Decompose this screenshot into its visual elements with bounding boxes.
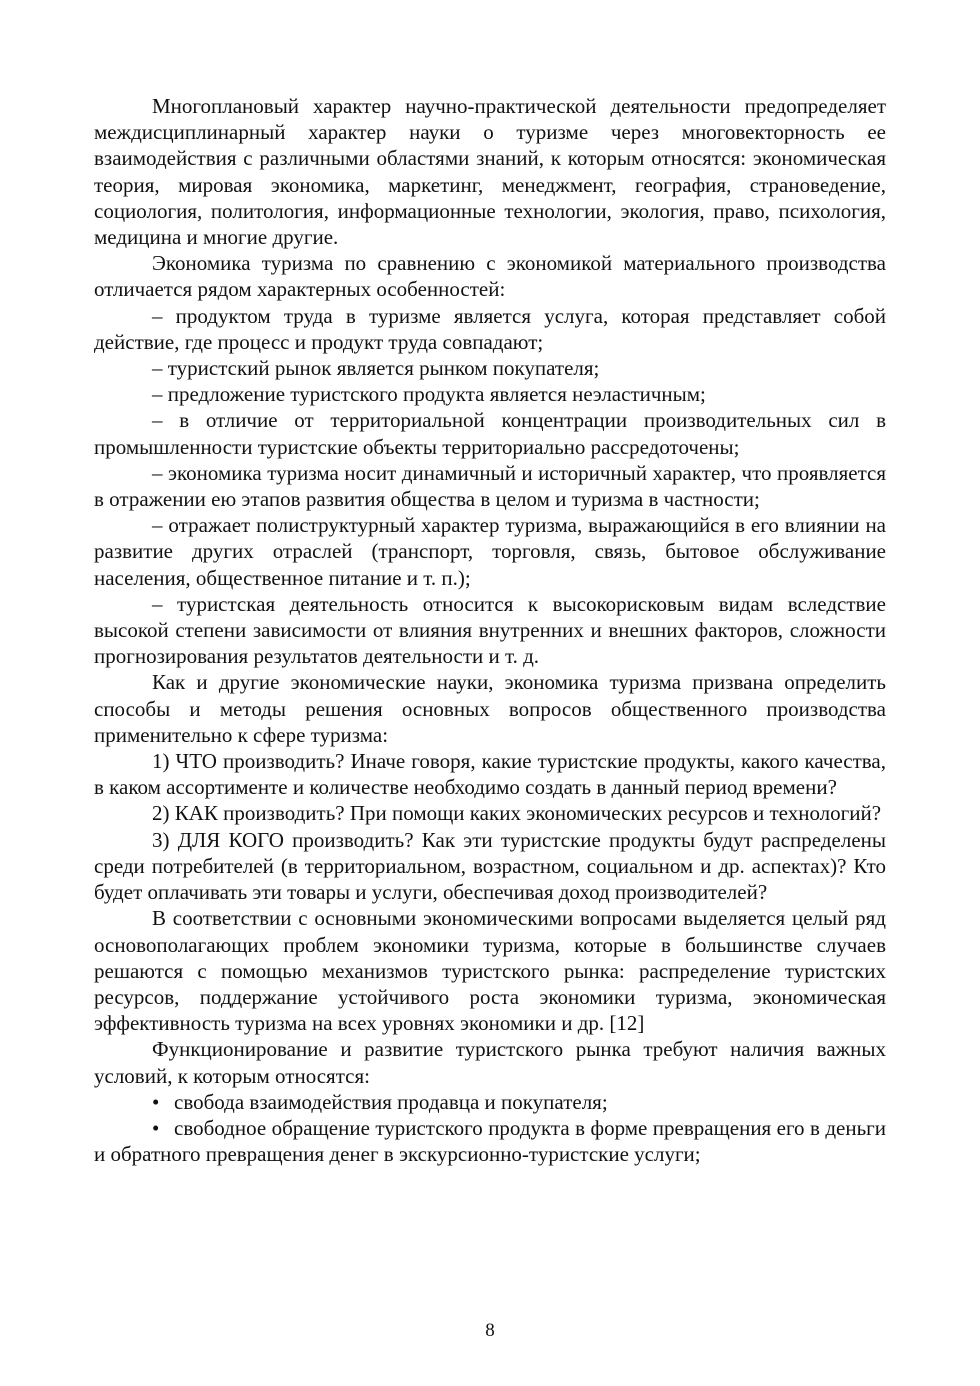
bullet-item xyxy=(94,1115,886,1167)
bullet-icon: • xyxy=(152,1115,160,1140)
paragraph: Функционирование и развитие туристского рынка требуют наличия важных условий, к которым относятся: xyxy=(94,1037,886,1088)
paragraph: Экономика туризма по сравнению с экономикой материального производства отличается рядом характерных особенностей: xyxy=(94,251,886,302)
bullet-item xyxy=(94,1089,886,1115)
numbered-item: 3) ДЛЯ КОГО производить? Как эти туристские продукты будут распределены среди потребителей (в территориальном, возрастном, социальном и др. аспектах)? Кто будет оплачивать эти товары и услуги, обеспечивая доход производителей? xyxy=(94,827,886,905)
list-item: – продуктом труда в туризме является услуга, которая представляет собой действие, где процесс и продукт труда совпадают; xyxy=(94,303,886,354)
numbered-item: 2) КАК производить? При помощи каких экономических ресурсов и технологий? xyxy=(152,801,882,826)
page-number: 8 xyxy=(485,1320,495,1341)
list-item: – в отличие от территориальной концентрации производительных сил в промышленности туристские объекты территориально рассредоточены; xyxy=(94,408,886,459)
body-text xyxy=(94,93,886,1167)
paragraph: В соответствии с основными экономическими вопросами выделяется целый ряд основополагающих проблем экономики туризма, которые в большинстве случаев решаются с помощью механизмов туристского рынка: распределение туристских ресурсов, поддержание устойчивого роста экономики туризма, экономическая эффективность туризма на всех уровнях экономики и др. [12] xyxy=(94,906,886,1036)
paragraph: Как и другие экономические науки, экономика туризма призвана определить способы и методы решения основных вопросов общественного производства применительно к сфере туризма: xyxy=(94,670,886,747)
list-item: – туристская деятельность относится к высокорисковым видам вследствие высокой степени зависимости от влияния внутренних и внешних факторов, сложности прогнозирования результатов деятельности и т. д. xyxy=(94,591,886,669)
bullet-icon: • xyxy=(152,1089,160,1114)
paragraph: Многоплановый характер научно-практической деятельности предопределяет междисциплинарный характер науки о туризме через многовекторность ее взаимодействия с различными областями знаний, к которым относятся: экономическая теория, мировая экономика, маркетинг, менеджмент, география, страноведение, социология, политология, информационные технологии, экология, право, психология, медицина и многие другие. xyxy=(94,94,886,250)
list-item: – экономика туризма носит динамичный и историчный характер, что проявляется в отражении ею этапов развития общества в целом и туризма в частности; xyxy=(94,460,886,512)
list-item: – туристский рынок является рынком покупателя; xyxy=(152,356,600,381)
bullet-text: свобода взаимодействия продавца и покупателя; xyxy=(174,1089,608,1114)
list-item: – отражает полиструктурный характер туризма, выражающийся в его влиянии на развитие других отраслей (транспорт, торговля, связь, бытовое обслуживание населения, общественное питание и т. п.); xyxy=(94,513,886,590)
bullet-text: свободное обращение туристского продукта в форме превращения его в деньги и обратного превращения денег в экскурсионно-туристские услуги; xyxy=(94,1115,886,1167)
list-item: – предложение туристского продукта является неэластичным; xyxy=(152,382,706,407)
numbered-item: 1) ЧТО производить? Иначе говоря, какие туристские продукты, какого качества, в каком ассортименте и количестве необходимо создать в данный период времени? xyxy=(94,749,886,800)
